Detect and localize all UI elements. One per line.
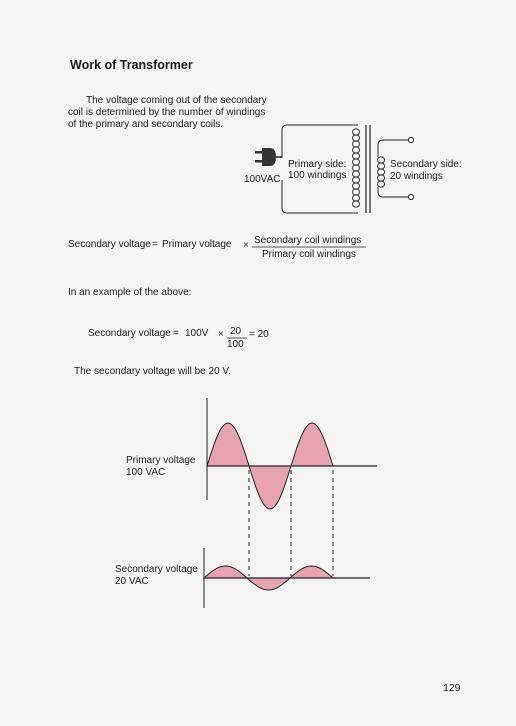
secondary-side-label: Secondary side: [390,159,462,170]
primary-windings-label: 100 windings [288,170,347,181]
intro-line: of the primary and secondary coils. [68,119,224,130]
secondary-voltage-label: Secondary voltage [115,564,198,575]
intro-line: The voltage coming out of the secondary [86,95,267,106]
formula-numerator: Secondary coil windings [254,235,362,246]
input-voltage-label: 100VAC [244,174,281,185]
formula-equals: = [152,239,158,250]
example-result: = 20 [249,329,269,340]
secondary-voltage-value: 20 VAC [115,576,149,587]
intro-line: coil is determined by the number of windings [68,107,266,118]
page-number: 129 [443,682,461,694]
example-times: × [218,329,224,340]
example-intro: In an example of the above: [68,287,192,298]
example-denominator: 100 [227,339,244,350]
example-numerator: 20 [230,326,242,337]
page-title: Work of Transformer [70,58,193,72]
formula-lhs: Secondary voltage [68,239,151,250]
formula-times: × [243,240,249,251]
formula-denominator: Primary coil windings [262,249,356,260]
primary-side-label: Primary side: [288,159,347,170]
conclusion-text: The secondary voltage will be 20 V. [74,366,231,377]
formula-primary: Primary voltage [162,239,232,250]
secondary-windings-label: 20 windings [390,171,443,182]
primary-voltage-label: Primary voltage [126,455,196,466]
example-lhs: Secondary voltage [88,328,171,339]
example-equals: = [173,328,179,339]
example-value: 100V [185,328,209,339]
primary-voltage-value: 100 VAC [126,467,166,478]
